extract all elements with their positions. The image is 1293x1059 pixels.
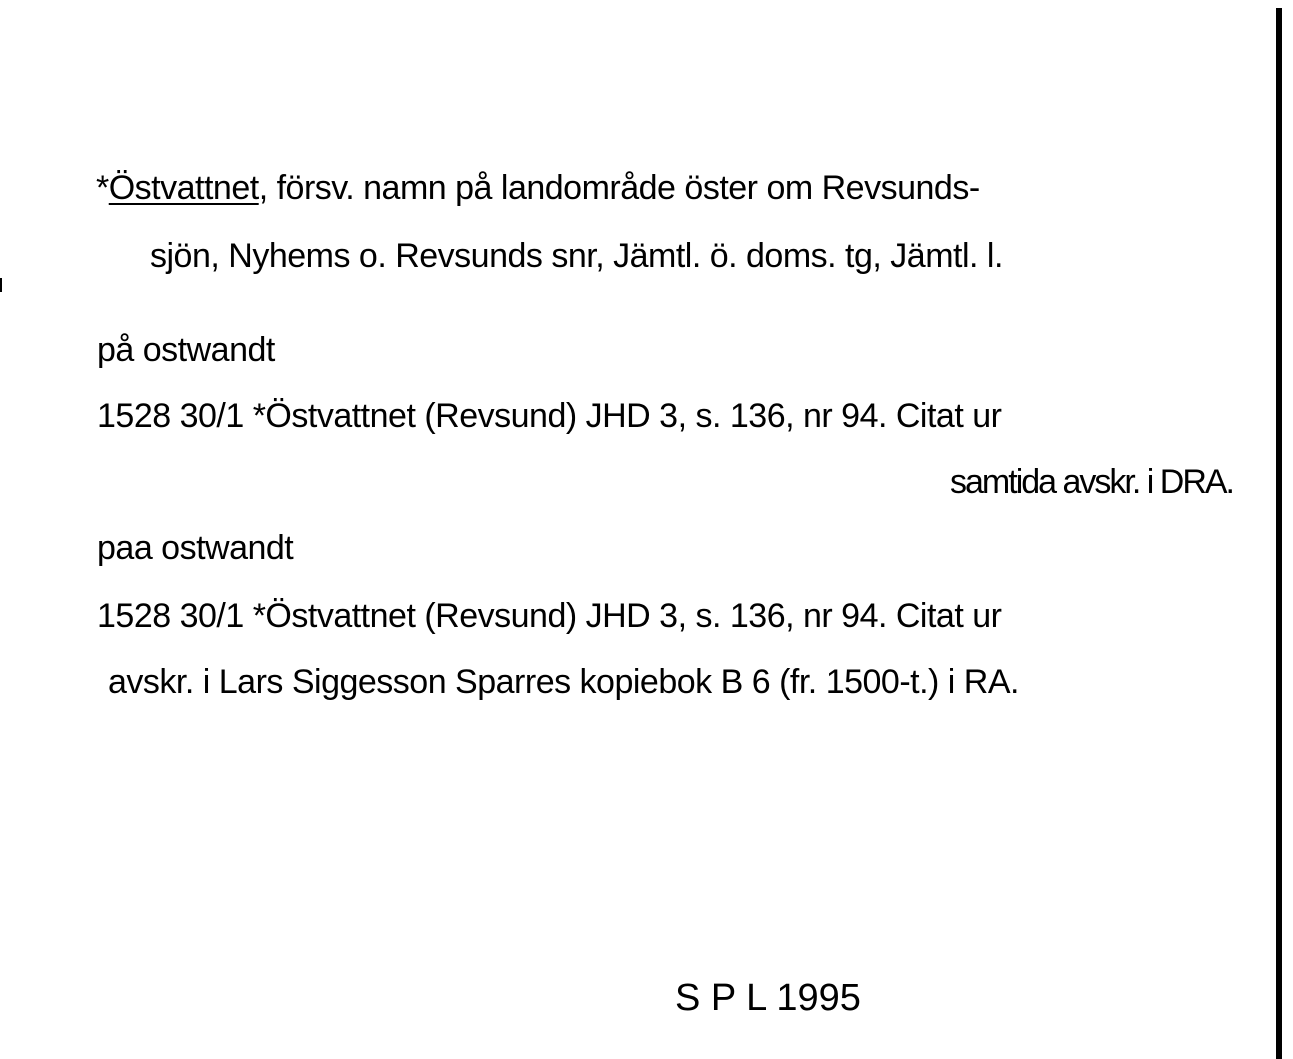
form-1-source: samtida avskr. i DRA. (950, 463, 1233, 501)
entry-definition-start: , försv. namn på landområde öster om Revsunds- (258, 169, 980, 207)
entry-definition-continued: sjön, Nyhems o. Revsunds snr, Jämtl. ö. doms. tg, Jämtl. l. (150, 237, 1003, 275)
card-signature: S P L 1995 (675, 977, 861, 1019)
form-1-spelling: på ostwandt (97, 331, 275, 369)
entry-headword: Östvattnet (108, 169, 259, 207)
entry-star: * (96, 169, 109, 207)
entry-heading-line (96, 168, 980, 208)
form-2-citation: 1528 30/1 *Östvattnet (Revsund) JHD 3, s. 136, nr 94. Citat ur (97, 597, 1002, 635)
form-2-source: avskr. i Lars Siggesson Sparres kopiebok B 6 (fr. 1500-t.) i RA. (108, 663, 1019, 701)
card-right-edge (1276, 8, 1282, 1059)
form-1-citation: 1528 30/1 *Östvattnet (Revsund) JHD 3, s. 136, nr 94. Citat ur (97, 397, 1002, 435)
card-left-mark (0, 278, 2, 292)
form-2-spelling: paa ostwandt (97, 529, 294, 567)
